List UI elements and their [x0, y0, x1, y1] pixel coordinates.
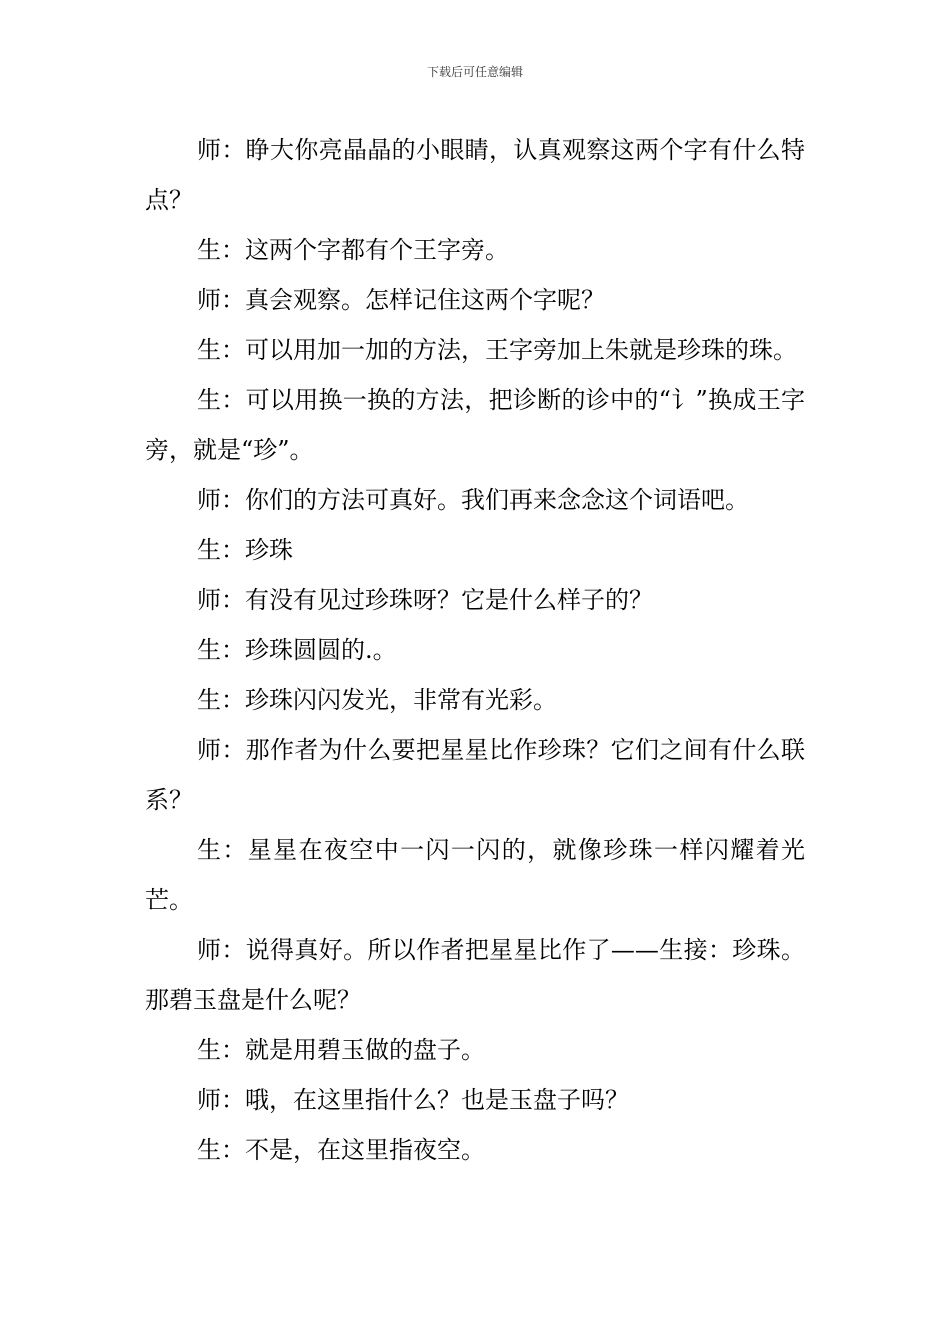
paragraph: 师：说得真好。所以作者把星星比作了——生接：珍珠。那碧玉盘是什么呢？: [145, 936, 805, 1014]
paragraph: 生：星星在夜空中一闪一闪的，就像珍珠一样闪耀着光芒。: [145, 836, 805, 914]
paragraph: 生：不是，在这里指夜空。: [197, 1136, 485, 1164]
page-header: 下载后可任意编辑: [426, 65, 523, 79]
paragraph: 师：那作者为什么要把星星比作珍珠？它们之间有什么联系？: [145, 736, 805, 814]
paragraph: 生：珍珠闪闪发光，非常有光彩。: [197, 686, 557, 714]
paragraph: 生：就是用碧玉做的盘子。: [197, 1036, 485, 1064]
paragraph: 师：睁大你亮晶晶的小眼睛，认真观察这两个字有什么特点？: [145, 136, 805, 214]
paragraph: 生：可以用加一加的方法，王字旁加上朱就是珍珠的珠。: [197, 336, 797, 364]
paragraph: 师：有没有见过珍珠呀？它是什么样子的？: [197, 586, 653, 614]
paragraph: 师：你们的方法可真好。我们再来念念这个词语吧。: [197, 486, 749, 514]
paragraph: 生：这两个字都有个王字旁。: [197, 236, 509, 264]
paragraph: 师：哦，在这里指什么？也是玉盘子吗？: [197, 1086, 629, 1114]
paragraph: 师：真会观察。怎样记住这两个字呢？: [197, 286, 605, 314]
document-body: [145, 125, 805, 1175]
paragraph: 生：可以用换一换的方法，把诊断的诊中的“讠”换成王字旁，就是“珍”。: [145, 386, 805, 464]
paragraph: 生：珍珠圆圆的.。: [197, 636, 397, 664]
paragraph: 生：珍珠: [197, 536, 293, 564]
